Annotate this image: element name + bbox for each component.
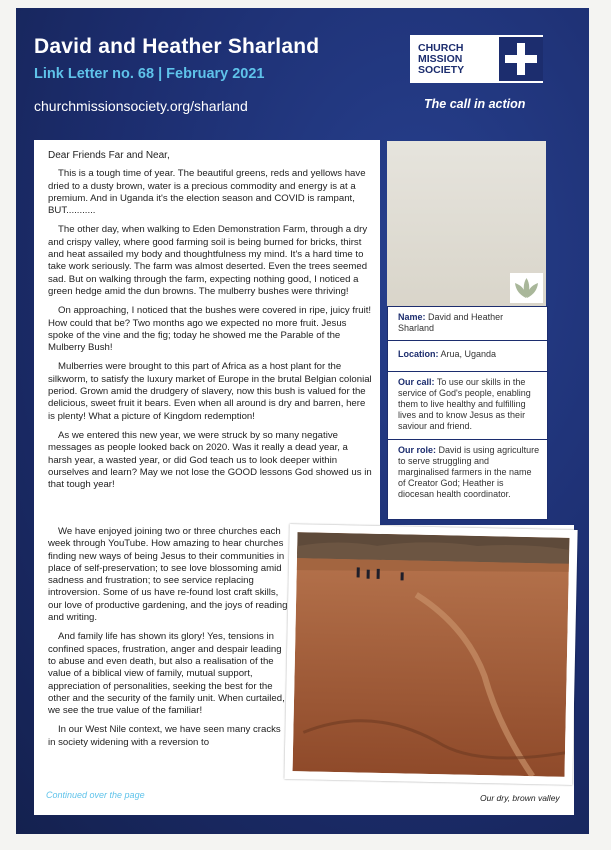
paragraph: We have enjoyed joining two or three churches each week through YouTube. How amazing to hear churches finding new ways of being Jesus to their communities in place of self-preservation; to see love blossoming amid sadness and frustration; to see service replacing introversion. Some of us have re-found lost craft skills, our love of productive gardening, and the joys of reading and writing.: [48, 526, 288, 624]
profile-url[interactable]: churchmissionsociety.org/sharland: [34, 98, 248, 114]
leaf-lotus-icon: [510, 273, 543, 303]
location-value: Arua, Uganda: [440, 349, 497, 360]
name-label: Name:: [398, 312, 426, 322]
paragraph: In our West Nile context, we have seen many cracks in society widening with a reversion to: [48, 724, 281, 748]
role-label: Our role:: [398, 444, 437, 455]
cms-cross-icon: [499, 37, 543, 81]
letter-body: [48, 150, 374, 498]
location-label: Location:: [398, 349, 439, 360]
info-name: [388, 307, 547, 341]
profile-info-box: [387, 306, 548, 520]
continued-note[interactable]: Continued over the page: [46, 790, 145, 800]
valley-illustration: [293, 532, 570, 777]
paragraph: And family life has shown its glory! Yes, tensions in confined spaces, frustration, anger and despair leading to abuse and even death, but also a realisation of the value of a biblical view of family, mutual support, appreciation of personalities, seeking the best for the other and the security of the family unit. When curtailed, we see the true value of the familiar!: [48, 631, 285, 717]
paragraph: Mulberries were brought to this part of Africa as a host plant for the silkworm, to satisfy the luxury market of Europe in the brutal Belgian colonial period. Grown amid the drudgery of slavery, now this bush is valued for the delicious, sweet fruit it bears. Even when all around is dry and barren, here is plenty! What a picture of Kingdom redemption!: [48, 361, 372, 422]
paragraph: As we entered this new year, we were struck by so many negative messages as people looked back on 2020. Was it really a dead year, a harsh year, a wasted year, or did God teach us to look deeper within ourselves and learn? May we not lose the GOOD lessons God showed us in that tough year!: [48, 429, 372, 491]
salutation: Dear Friends Far and Near,: [48, 150, 170, 161]
letter-subtitle: Link Letter no. 68 | February 2021: [34, 66, 265, 82]
valley-photo: [284, 524, 577, 785]
call-label: Our call:: [398, 376, 435, 387]
paragraph: On approaching, I noticed that the bushes were covered in ripe, juicy fruit! How could that be? Two months ago we expected no more fruit. Jesus spoke of the vine and the fig; today he showed me the Parable of the Mulberry Bush!: [48, 305, 372, 354]
call-value: To use our skills in the service of God's people, enabling them to live healthy and fulfilling lives and to know Jesus as their saviour and friend.: [398, 376, 531, 432]
paragraph: This is a tough time of year. The beautiful greens, reds and yellows have dried to a dusty brown, water is a precious commodity and energy is at a premium. And in Uganda it's the election season and COVID is rampant, BUT...........: [48, 168, 366, 217]
tagline: The call in action: [424, 97, 526, 111]
info-call: [388, 372, 547, 440]
paragraph: The other day, when walking to Eden Demonstration Farm, through a dry and crispy valley, where good farming soil is being burned for bricks, thirst and heat assailed my body and thoughtfulness my mind. It's a hard time to take work seriously. The farm was almost deserted. Even the trees seemed sad. But on walking through the farm, expecting nothing good, I noticed a green hedge amid the dun browns. The mulberry bushes were thriving!: [48, 224, 368, 297]
role-value: David is using agriculture to serve struggling and marginalised farmers in the name of Creator God; Heather is diocesan health coordinator.: [398, 444, 540, 500]
logo-line: SOCIETY: [418, 63, 465, 76]
letter-body-continued: [48, 526, 288, 756]
logo-line: MISSION: [418, 52, 463, 65]
page-title: David and Heather Sharland: [34, 35, 320, 58]
info-role: [388, 440, 547, 507]
cms-logo: [410, 35, 543, 83]
info-location: [388, 341, 547, 371]
name-value: David and Heather Sharland: [398, 312, 504, 334]
photo-caption: Our dry, brown valley: [480, 793, 560, 803]
logo-line: CHURCH: [418, 41, 464, 54]
logo-wordmark: [410, 43, 497, 76]
